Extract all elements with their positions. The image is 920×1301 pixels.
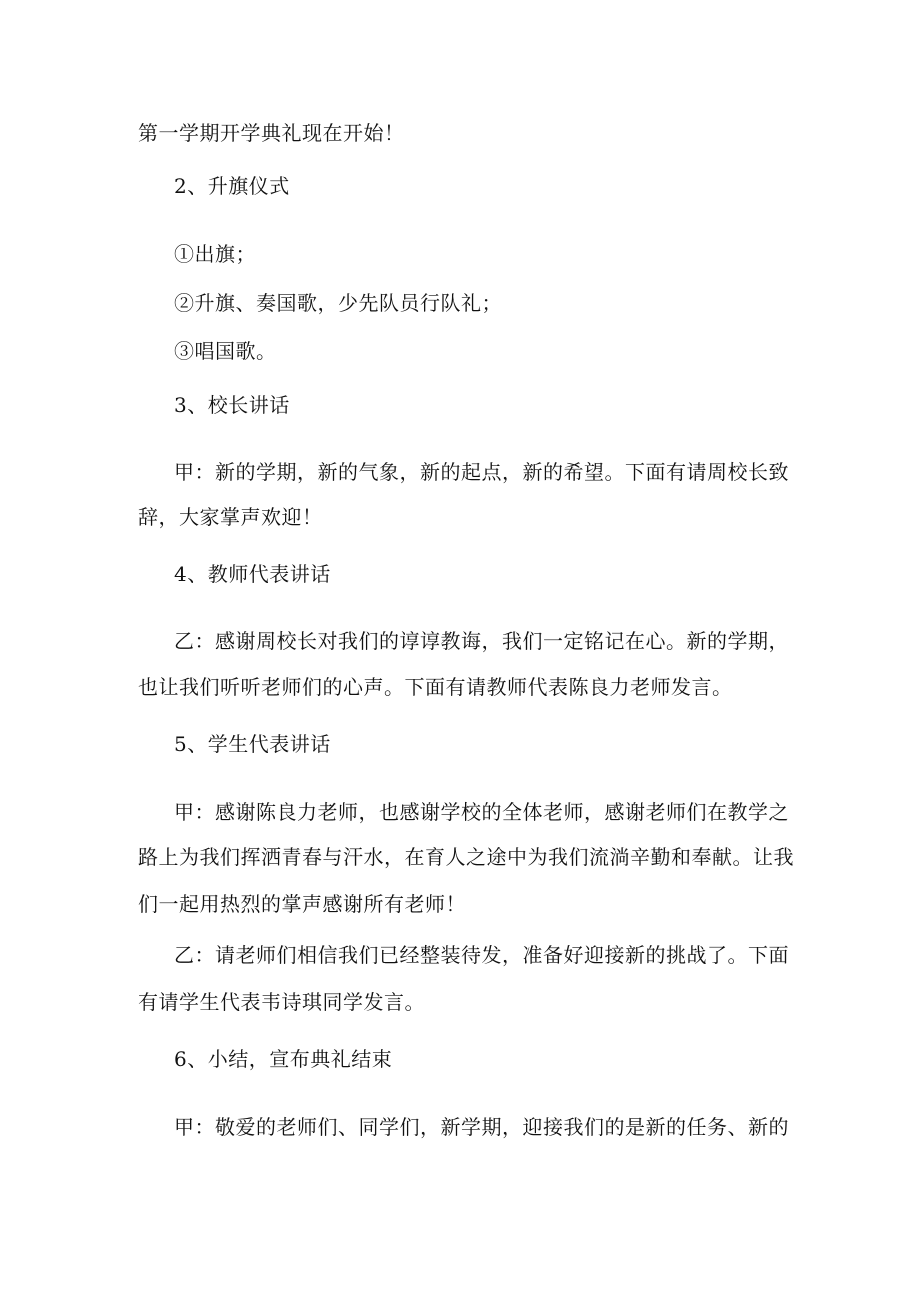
paragraph-line: 路上为我们挥洒青春与汗水，在育人之途中为我们流淌辛勤和奉献。让我 [138, 845, 794, 869]
paragraph-line: 有请学生代表韦诗琪同学发言。 [138, 990, 425, 1014]
paragraph-line: 甲：敬爱的老师们、同学们，新学期，迎接我们的是新的任务、新的 [174, 1115, 789, 1139]
paragraph-line: 第一学期开学典礼现在开始！ [138, 121, 405, 145]
list-item: ①出旗； [174, 242, 256, 266]
paragraph-line: 乙：请老师们相信我们已经整装待发，准备好迎接新的挑战了。下面 [174, 943, 789, 967]
section-heading: 2、升旗仪式 [174, 174, 290, 198]
section-heading: 4、教师代表讲话 [174, 562, 331, 586]
paragraph-line: 甲：新的学期，新的气象，新的起点，新的希望。下面有请周校长致 [174, 460, 789, 484]
section-heading: 6、小结，宣布典礼结束 [174, 1047, 393, 1071]
section-heading: 5、学生代表讲话 [174, 732, 331, 756]
paragraph-line: 甲：感谢陈良力老师，也感谢学校的全体老师，感谢老师们在教学之 [174, 800, 789, 824]
section-heading: 3、校长讲话 [174, 393, 290, 417]
list-item: ③唱国歌。 [174, 339, 277, 363]
paragraph-line: 也让我们听听老师们的心声。下面有请教师代表陈良力老师发言。 [138, 675, 733, 699]
paragraph-line: 乙：感谢周校长对我们的谆谆教诲，我们一定铭记在心。新的学期， [174, 629, 789, 653]
paragraph-line: 辞，大家掌声欢迎！ [138, 505, 323, 529]
list-item: ②升旗、奏国歌，少先队员行队礼； [174, 291, 502, 315]
paragraph-line: 们一起用热烈的掌声感谢所有老师！ [138, 892, 466, 916]
